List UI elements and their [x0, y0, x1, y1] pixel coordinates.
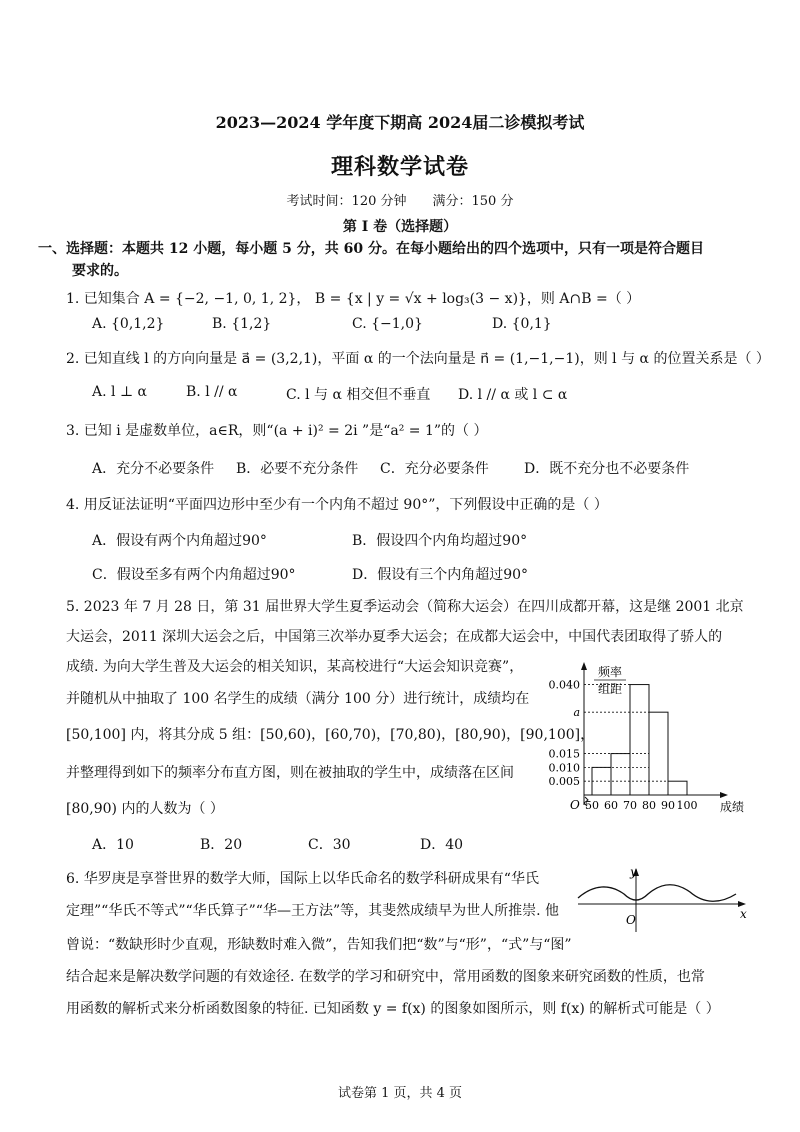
question-5-line5: [50,100] 内，将其分成 5 组：[50,60)，[60,70)，[70,80)，[80,90)，[90,100]，: [66, 727, 595, 743]
question-2-option-b[interactable]: B. l // α: [186, 384, 238, 400]
section-heading: 第 I 卷（选择题）: [342, 219, 458, 235]
question-5-option-b[interactable]: B．20: [200, 837, 243, 853]
question-4-option-c[interactable]: C．假设至多有两个内角超过90°: [92, 567, 296, 583]
page-title: 理科数学试卷: [330, 154, 469, 180]
page-footer: 试卷第 1 页，共 4 页: [337, 1086, 463, 1101]
y-tick-label: 0.015: [548, 747, 580, 761]
y-tick-label: 0.040: [548, 678, 580, 692]
question-5-line4: 并随机从中抽取了 100 名学生的成绩（满分 100 分）进行统计，成绩均在: [66, 691, 530, 707]
x-tick-label: 60: [604, 799, 618, 812]
question-3-option-d[interactable]: D．既不充分也不必要条件: [524, 461, 690, 477]
question-2-option-d[interactable]: D. l // α 或 l ⊂ α: [458, 387, 568, 403]
exam-title: 2023—2024 学年度下期高 2024届二诊模拟考试: [215, 113, 585, 132]
question-5-option-c[interactable]: C．30: [308, 837, 351, 853]
question-4-text: 4. 用反证法证明“平面四边形中至少有一个内角不超过 90°”，下列假设中正确的是（ ）: [66, 497, 608, 513]
instructions-line2: 要求的。: [72, 263, 128, 279]
histogram-bar: [611, 754, 630, 795]
question-6-line4: 结合起来是解决数学问题的有效途径. 在数学的学习和研究中，常用函数的图象来研究函数的性质，也常: [66, 969, 705, 985]
x-tick-label: 50: [585, 799, 599, 812]
y-tick-label: 0.010: [548, 761, 580, 775]
question-3-text: 3. 已知 i 是虚数单位，a∈R，则“(a + i)² = 2i ”是“a² = 1”的（ ）: [66, 423, 488, 439]
question-5-line2: 大运会，2011 深圳大运会之后，中国第三次举办夏季大运会；在成都大运会中，中国代表团取得了骄人的: [66, 629, 723, 645]
question-3-option-b[interactable]: B．必要不充分条件: [236, 461, 359, 477]
question-1-text: 1. 已知集合 A = {−2, −1, 0, 1, 2}， B = {x | y = √x + log₃(3 − x)}，则 A∩B =（ ）: [66, 291, 641, 307]
question-6-line5: 用函数的解析式来分析函数图象的特征. 已知函数 y = f(x) 的图象如图所示，则 f(x) 的解析式可能是（ ）: [66, 1001, 720, 1017]
question-1-option-b[interactable]: B. {1,2}: [212, 316, 272, 332]
y-tick-label: a: [573, 706, 580, 720]
question-5-line3: 成绩. 为向大学生普及大运会的相关知识，某高校进行“大运会知识竞赛”，: [66, 659, 524, 675]
question-5-option-a[interactable]: A．10: [92, 837, 134, 853]
question-4-option-d[interactable]: D．假设有三个内角超过90°: [352, 567, 529, 583]
x-tick-label: 80: [642, 799, 656, 812]
question-1-option-d[interactable]: D. {0,1}: [492, 316, 552, 332]
function-graph: [572, 862, 752, 934]
x-tick-label: 100: [676, 799, 698, 812]
question-5-line6: 并整理得到如下的频率分布直方图，则在被抽取的学生中，成绩落在区间: [66, 765, 514, 781]
question-2-text: 2. 已知直线 l 的方向向量是 a⃗ = (3,2,1)，平面 α 的一个法向量是 n⃗ = (1,−1,−1)，则 l 与 α 的位置关系是（ ）: [66, 351, 770, 367]
question-4-option-b[interactable]: B．假设四个内角均超过90°: [352, 533, 528, 549]
question-4-option-a[interactable]: A．假设有两个内角超过90°: [92, 533, 267, 549]
question-3-option-a[interactable]: A．充分不必要条件: [92, 461, 215, 477]
question-6-line3: 曾说：“数缺形时少直观，形缺数时难入微”，告知我们把“数”与“形”，“式”与“图”: [66, 937, 572, 953]
graph-x-label: x: [740, 907, 747, 921]
y-axis-label-top: 频率: [597, 665, 623, 679]
graph-origin-label: O: [626, 913, 636, 927]
exam-info: 考试时间：120 分钟 满分：150 分: [286, 194, 514, 209]
x-tick-label: 70: [623, 799, 637, 812]
question-3-option-c[interactable]: C．充分必要条件: [380, 461, 489, 477]
instructions-line1: 一、选择题：本题共 12 小题，每小题 5 分，共 60 分。在每小题给出的四个选项中，只有一项是符合题目: [38, 241, 704, 257]
question-1-option-a[interactable]: A. {0,1,2}: [92, 316, 165, 332]
histogram-bar: [649, 712, 668, 795]
x-axis-arrow-icon: [720, 792, 728, 798]
graph-y-label: y: [630, 865, 637, 879]
question-5-option-d[interactable]: D．40: [420, 837, 464, 853]
histogram-plot: [549, 662, 745, 814]
y-tick-label: 0.005: [548, 775, 580, 789]
histogram-bar: [668, 781, 687, 795]
question-5-line1: 5. 2023 年 7 月 28 日，第 31 届世界大学生夏季运动会（简称大运会）在四川成都开幕，这是继 2001 北京: [66, 599, 744, 615]
x-tick-label: 90: [661, 799, 675, 812]
x-axis-label: 成绩: [720, 800, 745, 814]
question-6-line1: 6. 华罗庚是享誉世界的数学大师，国际上以华氏命名的数学科研成果有“华氏: [66, 871, 539, 887]
question-2-option-c[interactable]: C. l 与 α 相交但不垂直: [286, 387, 431, 403]
frequency-histogram: [528, 660, 748, 830]
question-5-line7: [80,90) 内的人数为（ ）: [66, 801, 224, 817]
function-curve: [578, 885, 736, 902]
question-2-option-a[interactable]: A. l ⊥ α: [92, 384, 148, 400]
y-axis-arrow-icon: [581, 662, 587, 670]
question-6-line2: 定理”“华氏不等式”“华氏算子”“华—王方法”等，其斐然成绩早为世人所推崇. 他: [66, 903, 559, 919]
origin-label: O: [570, 798, 580, 812]
histogram-bar: [630, 685, 649, 795]
y-axis-label-bottom: 组距: [597, 682, 623, 696]
question-1-option-c[interactable]: C. {−1,0}: [352, 316, 423, 332]
